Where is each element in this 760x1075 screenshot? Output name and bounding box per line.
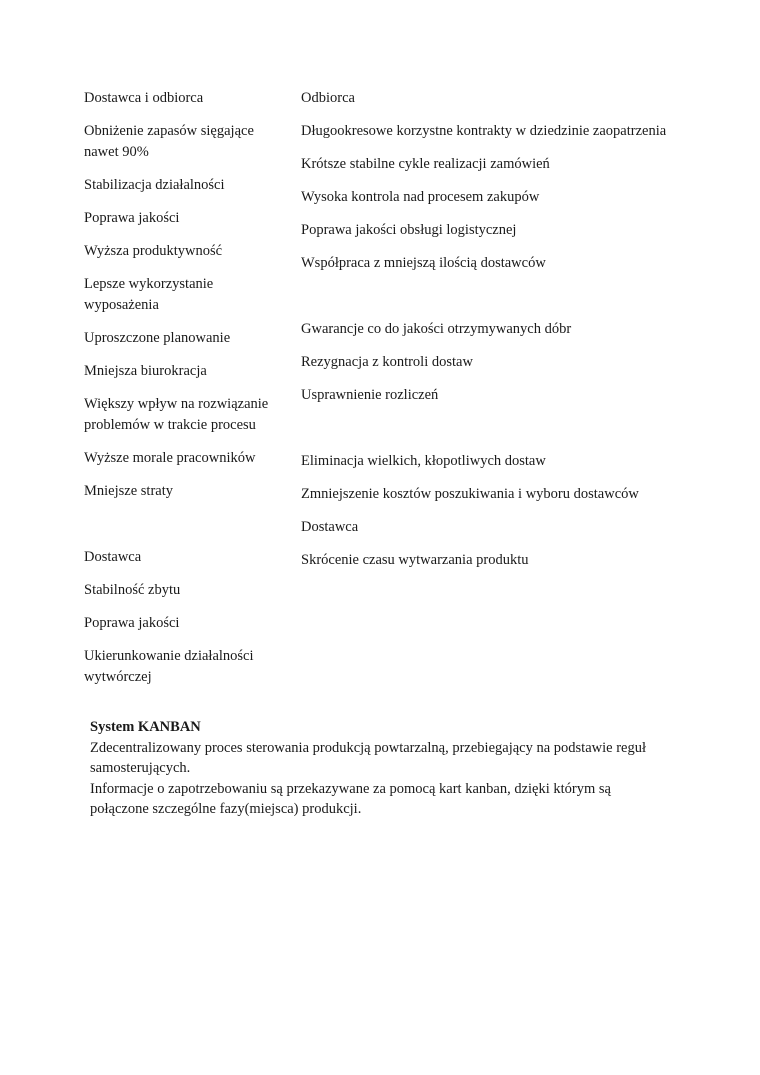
left-cell-header: Dostawca i odbiorca xyxy=(84,90,204,106)
right-cell: Rezygnacja z kontroli dostaw xyxy=(301,354,473,370)
kanban-paragraph: Informacje o zapotrzebowaniu są przekazywane za pomocą kart kanban, dzięki którym są połączone szczególne fazy(miejsca) produkcji. xyxy=(90,780,611,817)
left-column xyxy=(84,88,284,700)
left-cell: Lepsze wykorzystanie wyposażenia xyxy=(84,276,214,313)
left-cell: Uproszczone planowanie xyxy=(84,330,231,346)
right-cell: Wysoka kontrola nad procesem zakupów xyxy=(301,189,540,205)
left-cell-header: Dostawca xyxy=(84,549,142,565)
right-cell: Krótsze stabilne cykle realizacji zamówień xyxy=(301,156,550,172)
right-spacer xyxy=(301,286,681,307)
right-cell: Eliminacja wielkich, kłopotliwych dostaw xyxy=(301,453,546,469)
left-spacer xyxy=(84,514,284,535)
right-cell: Współpraca z mniejszą ilością dostawców xyxy=(301,255,546,271)
left-cell: Mniejsza biurokracja xyxy=(84,363,207,379)
left-cell: Stabilizacja działalności xyxy=(84,177,225,193)
left-cell: Obniżenie zapasów sięgające nawet 90% xyxy=(84,123,254,160)
left-cell: Stabilność zbytu xyxy=(84,582,181,598)
right-cell-header: Odbiorca xyxy=(301,90,355,106)
left-cell: Wyższe morale pracowników xyxy=(84,450,256,466)
kanban-title: System KANBAN xyxy=(90,719,201,735)
left-cell: Ukierunkowanie działalności wytwórczej xyxy=(84,648,254,685)
right-cell: Długookresowe korzystne kontrakty w dziedzinie zaopatrzenia xyxy=(301,123,667,139)
right-cell-header: Dostawca xyxy=(301,519,359,535)
left-cell: Wyższa produktywność xyxy=(84,243,223,259)
kanban-paragraph: Zdecentralizowany proces sterowania produkcją powtarzalną, przebiegający na podstawie reguł samosterujących. xyxy=(90,739,646,776)
right-column xyxy=(301,88,681,583)
right-spacer xyxy=(301,418,681,439)
left-cell: Poprawa jakości xyxy=(84,615,180,631)
right-cell: Usprawnienie rozliczeń xyxy=(301,387,439,403)
kanban-section xyxy=(90,717,670,820)
right-cell: Zmniejszenie kosztów poszukiwania i wyboru dostawców xyxy=(301,486,639,502)
right-cell: Poprawa jakości obsługi logistycznej xyxy=(301,222,517,238)
right-cell: Gwarancje co do jakości otrzymywanych dóbr xyxy=(301,321,572,337)
left-cell: Poprawa jakości xyxy=(84,210,180,226)
right-cell: Skrócenie czasu wytwarzania produktu xyxy=(301,552,529,568)
left-cell: Większy wpływ na rozwiązanie problemów w trakcie procesu xyxy=(84,396,269,433)
left-cell: Mniejsze straty xyxy=(84,483,173,499)
